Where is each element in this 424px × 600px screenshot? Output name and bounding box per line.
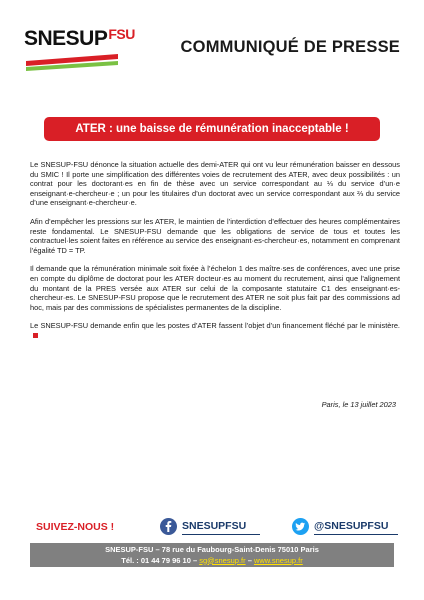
- twitter-handle[interactable]: @SNESUPFSU: [314, 520, 389, 532]
- snesup-logo: [24, 26, 135, 70]
- footer-phone: Tél. : 01 44 79 96 10 –: [121, 555, 198, 565]
- twitter-underline: [314, 534, 398, 535]
- press-release-body: [30, 160, 400, 350]
- page-title: COMMUNIQUÉ DE PRESSE: [180, 38, 400, 56]
- paragraph-3: Il demande que la rémunération minimale soit fixée à l’échelon 1 des maître·ses de conférences, avec une prise en compte du diplôme de doctorat pour les ATER docteur·es au moment du recrutement, ainsi que l’alignement du montant de la PRES versée aux ATER sur celui de la composante statutaire C1 des enseignant·es-chercheur·es. Le SNESUP-FSU propose que le recrutement des ATER ne soit plus fait par des commissions ad hoc, mais par des commissions de spécialistes permanentes de la discipline.: [30, 264, 400, 312]
- end-square-icon: [33, 333, 38, 338]
- title-banner: ATER : une baisse de rémunération inacceptable !: [44, 117, 380, 141]
- twitter-icon[interactable]: [292, 518, 309, 535]
- facebook-underline: [182, 534, 260, 535]
- logo-stripes-graphic: [26, 52, 118, 72]
- logo-fsu: FSU: [108, 26, 135, 42]
- paragraph-4: Le SNESUP-FSU demande enfin que les postes d’ATER fassent l’objet d’un financement fléché par le ministère.: [30, 321, 400, 340]
- footer-address: SNESUP-FSU – 78 rue du Faubourg-Saint-Denis 75010 Paris: [105, 545, 319, 554]
- paragraph-2: Afin d’empêcher les pressions sur les ATER, le maintien de l’interdiction d’effectuer des heures complémentaires reste fondamental. Le SNESUP-FSU demande que les obligations de service de tous et toutes les contractuel·les soient faites en référence au service des enseignant·es-chercheur·es, notamment en comprenant l’égalité TD = TP.: [30, 216, 400, 255]
- footer-website-link[interactable]: www.snesup.fr: [253, 555, 303, 565]
- footer-email-link[interactable]: sg@snesup.fr: [199, 555, 246, 565]
- logo-text: $SNESUP^{FSU}$: [24, 26, 135, 50]
- facebook-handle[interactable]: SNESUPFSU: [182, 520, 247, 532]
- paragraph-1: Le SNESUP-FSU dénonce la situation actuelle des demi-ATER qui ont vu leur rémunération baisser en dessous du SMIC ! Il porte une simplification des différentes voies de recrutement des ATER, avec deux possibilités : un contrat pour les doctorant·es en fin de thèse avec un service correspondant au ⅓ du service d’un·e enseignant·e-chercheur·e ; un pour les titulaires d’un doctorat avec un service correspondant aux ⅔ du service d’une enseignant·e-chercheur·e.: [30, 160, 400, 208]
- footer-separator: –: [247, 555, 252, 565]
- footer-bar: [30, 543, 394, 567]
- date-line: Paris, le 13 juillet 2023: [321, 400, 396, 409]
- facebook-icon[interactable]: [160, 518, 177, 535]
- follow-us-label: SUIVEZ-NOUS !: [36, 521, 115, 533]
- footer-contact: [30, 556, 394, 567]
